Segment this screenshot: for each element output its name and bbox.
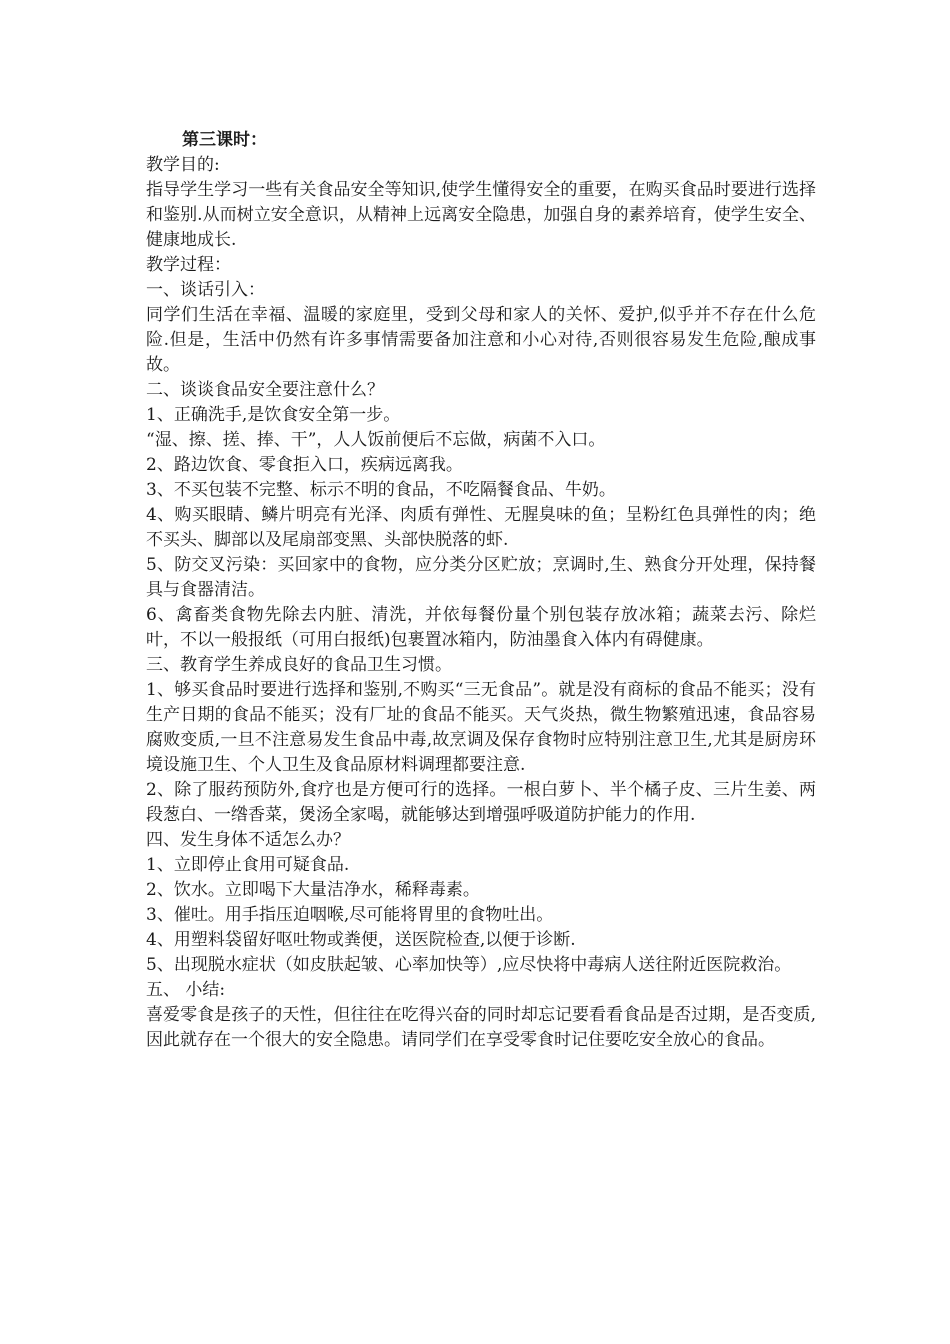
section-3-item: 2、除了服药预防外,食疗也是方便可行的选择。一根白萝卜、半个橘子皮、三片生姜、两段葱白、一绺香菜，煲汤全家喝，就能够达到增强呼吸道防护能力的作用. [146,780,816,825]
section-2-item: 2、路边饮食、零食拒入口，疾病远离我。 [146,455,463,475]
section-2-item: 5、防交叉污染：买回家中的食物，应分类分区贮放；烹调时,生、熟食分开处理，保持餐具与食器清洁。 [146,555,816,600]
section-4-item: 1、立即停止食用可疑食品. [146,855,350,875]
lesson-title: 第三课时： [182,130,267,150]
process-heading: 教学过程： [146,255,231,275]
section-2-item: 6、禽畜类食物先除去内脏、清洗，并依每餐份量个别包装存放冰箱；蔬菜去污、除烂叶，不以一般报纸（可用白报纸)包裹置冰箱内，防油墨食入体内有碍健康。 [146,605,816,650]
section-4-item: 4、用塑料袋留好呕吐物或粪便，送医院检查,以便于诊断. [146,930,576,950]
section-4-item: 3、催吐。用手指压迫咽喉,尽可能将胃里的食物吐出。 [146,905,554,925]
section-2-item: 3、不买包装不完整、标示不明的食品，不吃隔餐食品、牛奶。 [146,480,616,500]
section-2-item: “湿、擦、搓、捧、干”，人人饭前便后不忘做，病菌不入口。 [146,430,606,450]
section-3-item: 1、够买食品时要进行选择和鉴别,不购买“三无食品”。就是没有商标的食品不能买；没有生产日期的食品不能买；没有厂址的食品不能买。天气炎热，微生物繁殖迅速，食品容易腐败变质,一旦不注意易发生食品中毒,故烹调及保存食物时应特别注意卫生,尤其是厨房环境设施卫生、个人卫生及食品原材料调理都要注意. [146,680,816,775]
section-4-item: 2、饮水。立即喝下大量洁净水，稀释毒素。 [146,880,480,900]
section-4-item: 5、出现脱水症状（如皮肤起皱、心率加快等）,应尽快将中毒病人送往附近医院救治。 [146,955,792,975]
objective-heading: 教学目的: [146,155,220,175]
section-3-heading: 三、教育学生养成良好的食品卫生习惯。 [146,655,452,675]
section-5-text: 喜爱零食是孩子的天性，但往往在吃得兴奋的同时却忘记要看看食品是否过期，是否变质,因此就存在一个很大的安全隐患。请同学们在享受零食时记住要吃安全放心的食品。 [146,1005,816,1050]
section-4-heading: 四、发生身体不适怎么办？ [146,830,350,850]
section-1-heading: 一、谈话引入： [146,280,265,300]
section-2-item: 4、购买眼睛、鳞片明亮有光泽、肉质有弹性、无腥臭味的鱼；呈粉红色具弹性的肉；绝不买头、脚部以及尾扇部变黑、头部快脱落的虾. [146,505,816,550]
section-1-text: 同学们生活在幸福、温暖的家庭里，受到父母和家人的关怀、爱护,似乎并不存在什么危险.但是，生活中仍然有许多事情需要备加注意和小心对待,否则很容易发生危险,酿成事故。 [146,305,816,375]
document-page [146,128,816,1053]
objective-text: 指导学生学习一些有关食品安全等知识,使学生懂得安全的重要，在购买食品时要进行选择和鉴别.从而树立安全意识，从精神上远离安全隐患，加强自身的素养培育，使学生安全、健康地成长. [146,180,816,250]
section-2-item: 1、正确洗手,是饮食安全第一步。 [146,405,401,425]
section-5-heading: 五、 小结: [146,980,226,1000]
section-2-heading: 二、谈谈食品安全要注意什么？ [146,380,384,400]
